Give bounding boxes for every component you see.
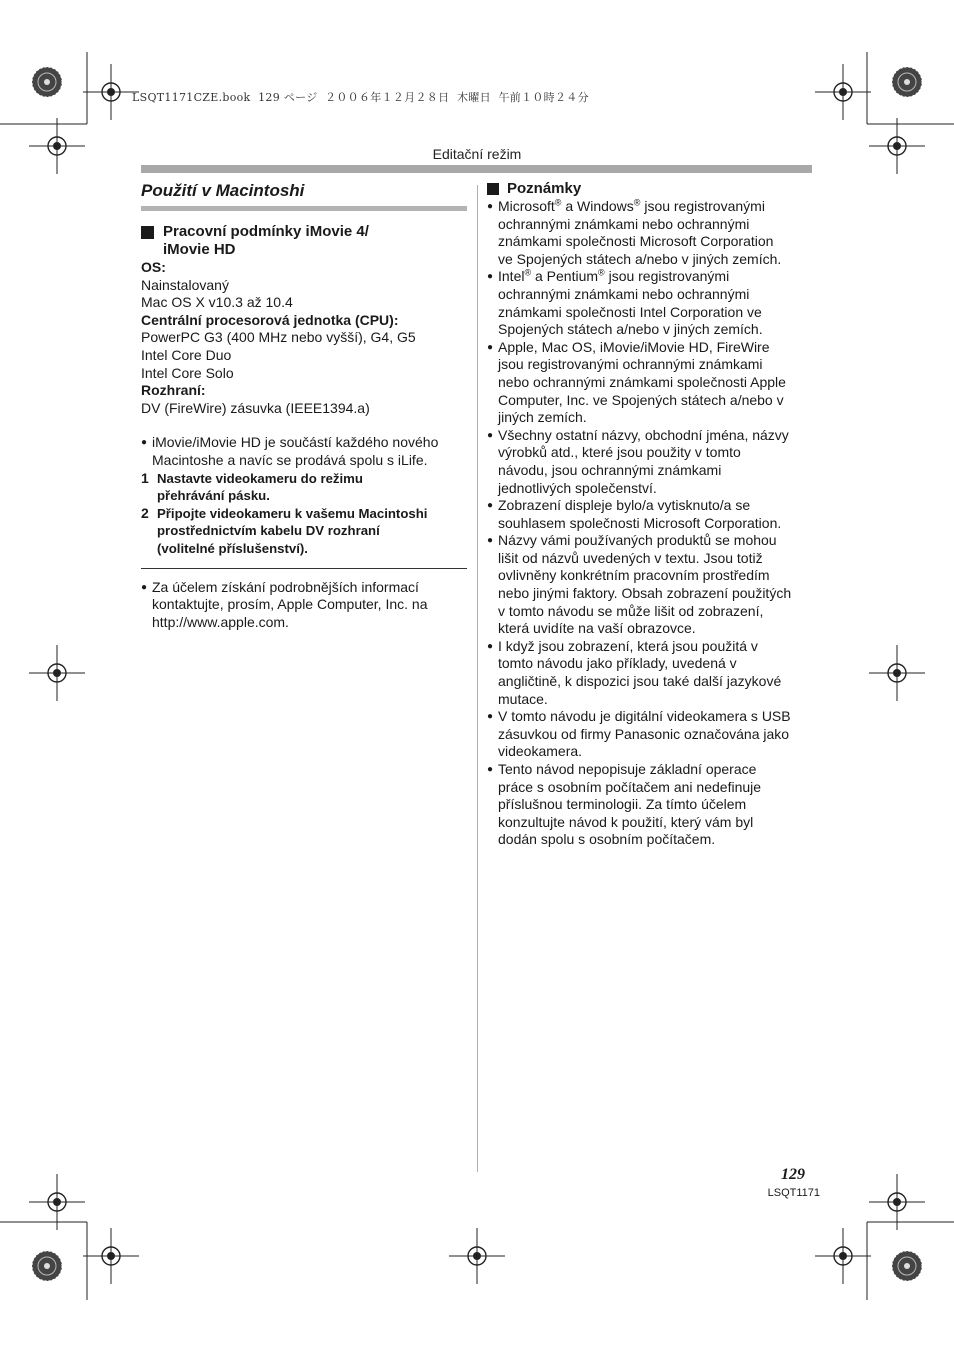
step-2: 2 Připojte videokameru k vašemu Macintoshi prostřednictvím kabelu DV rozhraní (volitelné příslušenství). (141, 504, 428, 556)
page-number: 129 (781, 1166, 805, 1183)
print-info: LSQT1171CZE.book 129 ページ ２００６年１２月２８日 木曜日 午前１０時２４分 (132, 91, 589, 104)
note-languages: ● I když jsou zobrazení, která jsou použitá v tomto návodu jako příklady, uvedená v angličtině, k dispozici jsou také další jazykové mutace. (487, 637, 782, 707)
bullet-icon: ● (487, 341, 494, 353)
cpu-value: Intel Core Solo (141, 364, 234, 381)
starburst-mark (892, 67, 922, 97)
page-header: Editační režim (432, 146, 522, 162)
step-1: 1 Nastavte videokameru do režimu přehrávání pásku. (141, 469, 363, 504)
note-usb: ● V tomto návodu je digitální videokamera s USB zásuvkou od firmy Panasonic označována jako videokamera. (487, 708, 791, 760)
crosshair-mark (83, 64, 139, 120)
subheading-requirements (141, 223, 467, 259)
interface-value: DV (FireWire) zásuvka (IEEE1394.a) (141, 399, 370, 416)
note-intel: ● Intel® a Pentium® jsou registrovanými ochrannými známkami nebo ochrannými známkami společnosti Intel Corporation ve Spojených státech a/nebo v jiných zemích. (487, 267, 763, 338)
bullet-icon: ● (141, 437, 148, 449)
bullet-icon: ● (487, 711, 494, 723)
note-product-names: ● Názvy vámi používaných produktů se mohou lišit od názvů uvedených v textu. Jsou totiž ovlivněny konkrétním pracovním prostředím nebo jinými faktory. Obsah zobrazení použitých v tomto návodu se může lišit od zobrazení, která uvidíte na vaší obrazovce. (487, 532, 792, 637)
header-bar (141, 165, 812, 173)
os-value: Mac OS X v10.3 až 10.4 (141, 294, 293, 311)
crosshair-mark (869, 645, 925, 701)
starburst-mark (32, 1251, 62, 1281)
note-microsoft: ● Microsoft® a Windows® jsou registrovanými ochrannými známkami nebo ochrannými známkami společnosti Microsoft Corporation ve Spojených státech a/nebo v jiných zemích. (487, 197, 782, 267)
crosshair-mark (449, 1228, 505, 1284)
crosshair-mark (83, 1228, 139, 1284)
bullet-icon: ● (487, 535, 494, 547)
page-code: LSQT1171 (767, 1187, 820, 1199)
divider (141, 568, 467, 569)
notes-heading: Poznámky (487, 180, 812, 198)
bullet-icon: ● (487, 764, 494, 775)
os-value: Nainstalovaný (141, 276, 229, 293)
list-item: ● iMovie/iMovie HD je součástí každého nového Macintoshe a navíc se prodává spolu s iLife. (141, 434, 439, 468)
square-bullet-icon (487, 183, 499, 195)
note-apple: ● Apple, Mac OS, iMovie/iMovie HD, FireWire jsou registrovanými ochrannými známkami nebo ochrannými známkami společnosti Apple Computer, Inc. ve Spojených státech a/nebo v jiných zemích. (487, 338, 786, 426)
cpu-label: Centrální procesorová jednotka (CPU): (141, 311, 399, 328)
starburst-mark (32, 67, 62, 97)
subheading-line: iMovie HD (163, 241, 236, 258)
bullet-icon: ● (487, 500, 494, 512)
bullet-icon: ● (487, 271, 494, 283)
note-other-names: ● Všechny ostatní názvy, obchodní jména, názvy výrobků atd., které jsou použity v tomto návodu, jsou ochrannými známkami jednotlivých společenství. (487, 426, 789, 496)
os-label: OS: (141, 259, 166, 275)
section-rule (141, 206, 467, 211)
bullet-icon: ● (487, 429, 494, 441)
crosshair-mark (815, 64, 871, 120)
crosshair-mark (29, 645, 85, 701)
crosshair-mark (815, 1228, 871, 1284)
square-bullet-icon (141, 226, 154, 239)
cpu-value: Intel Core Duo (141, 346, 232, 363)
bullet-icon: ● (487, 640, 494, 652)
left-column (141, 178, 467, 631)
column-divider (477, 185, 478, 1172)
cpu-value: PowerPC G3 (400 MHz nebo vyšší), G4, G5 (141, 329, 416, 346)
note-screenshots: ● Zobrazení displeje bylo/a vytisknuto/a se souhlasem společnosti Microsoft Corporation. (487, 497, 782, 531)
bullet-icon: ● (141, 581, 148, 593)
bullet-icon: ● (487, 201, 494, 212)
section-title: Použití v Macintoshi (141, 181, 305, 200)
list-item: ● Za účelem získání podrobnějších informací kontaktujte, prosím, Apple Computer, Inc. na http://www.apple.com. (141, 578, 428, 630)
right-column (487, 178, 812, 849)
note-pc-operations: ● Tento návod nepopisuje základní operace práce s osobním počítačem ani nedefinuje příslušnou terminologii. Za tímto účelem konzultujte návod k použití, který vám byl dodán spolu s osobním počítačem. (487, 761, 762, 848)
starburst-mark (892, 1251, 922, 1281)
interface-label: Rozhraní: (141, 382, 206, 399)
subheading-line: Pracovní podmínky iMovie 4/ (163, 223, 369, 240)
